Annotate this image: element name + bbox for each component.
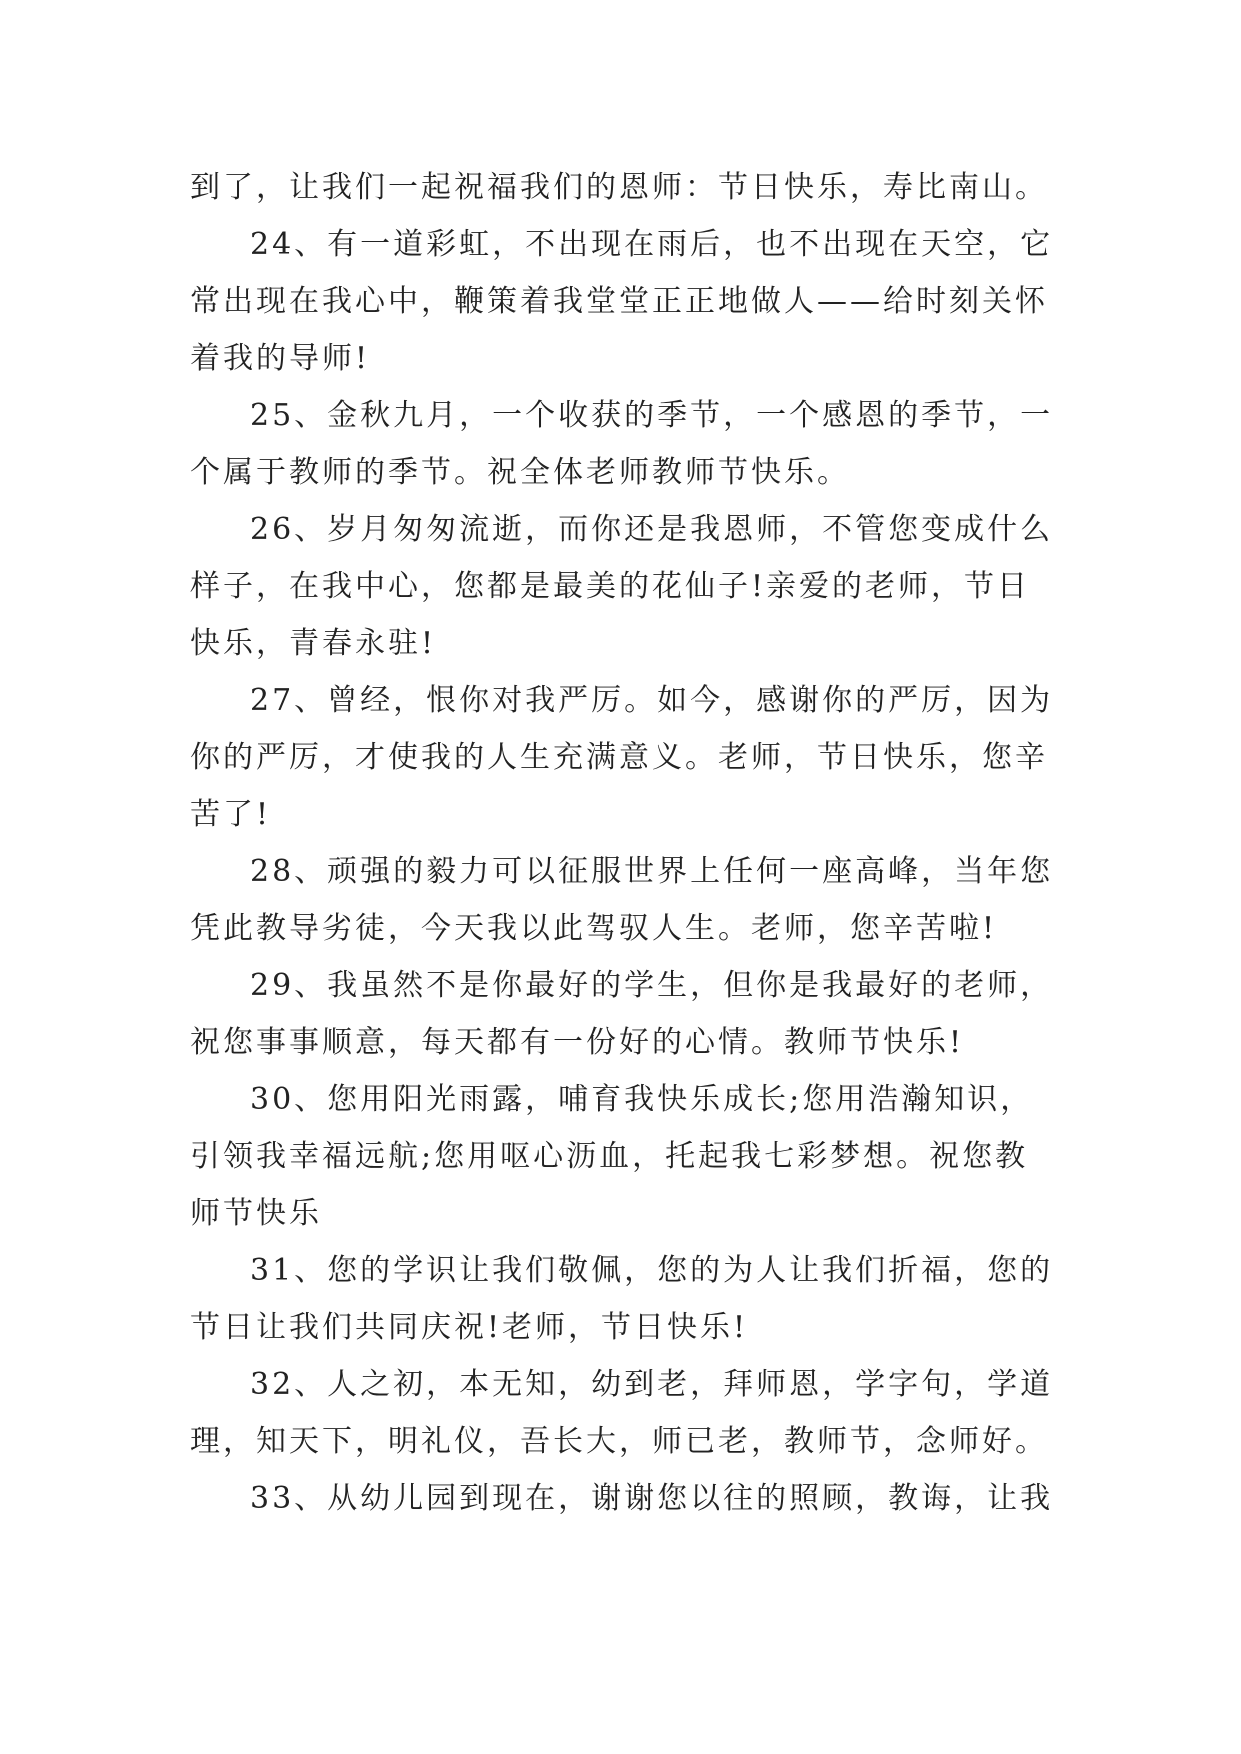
text-line: 个属于教师的季节。祝全体老师教师节快乐。 <box>190 455 850 490</box>
text-line: 31、您的学识让我们敬佩，您的为人让我们折福，您的 <box>250 1253 1054 1288</box>
text-line: 你的严厉，才使我的人生充满意义。老师，节日快乐，您辛 <box>190 740 1048 775</box>
text-line: 凭此教导劣徒，今天我以此驾驭人生。老师，您辛苦啦! <box>190 911 998 946</box>
text-line: 24、有一道彩虹，不出现在雨后，也不出现在天空，它 <box>250 227 1054 262</box>
text-line: 理，知天下，明礼仪，吾长大，师已老，教师节，念师好。 <box>190 1424 1048 1459</box>
text-line: 常出现在我心中，鞭策着我堂堂正正地做人——给时刻关怀 <box>190 284 1048 319</box>
text-line: 苦了! <box>190 797 272 832</box>
text-line: 引领我幸福远航;您用呕心沥血，托起我七彩梦想。祝您教 <box>190 1139 1029 1174</box>
text-line: 样子，在我中心，您都是最美的花仙子!亲爱的老师，节日 <box>190 569 1031 604</box>
text-line: 着我的导师! <box>190 341 371 376</box>
text-line: 25、金秋九月，一个收获的季节，一个感恩的季节，一 <box>250 398 1054 433</box>
text-line: 节日让我们共同庆祝!老师，节日快乐! <box>190 1310 749 1345</box>
text-line: 快乐，青春永驻! <box>190 626 437 661</box>
text-line: 师节快乐 <box>190 1196 322 1231</box>
text-line: 26、岁月匆匆流逝，而你还是我恩师，不管您变成什么 <box>250 512 1054 547</box>
text-line: 27、曾经，恨你对我严厉。如今，感谢你的严厉，因为 <box>250 683 1054 718</box>
text-line: 33、从幼儿园到现在，谢谢您以往的照顾，教诲，让我 <box>250 1481 1054 1516</box>
text-line: 28、顽强的毅力可以征服世界上任何一座高峰，当年您 <box>250 854 1054 889</box>
text-line: 29、我虽然不是你最好的学生，但你是我最好的老师， <box>250 968 1054 1003</box>
text-line: 32、人之初，本无知，幼到老，拜师恩，学字句，学道 <box>250 1367 1054 1402</box>
text-line: 30、您用阳光雨露，哺育我快乐成长;您用浩瀚知识， <box>250 1082 1034 1117</box>
text-line: 到了，让我们一起祝福我们的恩师：节日快乐，寿比南山。 <box>190 170 1048 205</box>
text-line: 祝您事事顺意，每天都有一份好的心情。教师节快乐! <box>190 1025 965 1060</box>
